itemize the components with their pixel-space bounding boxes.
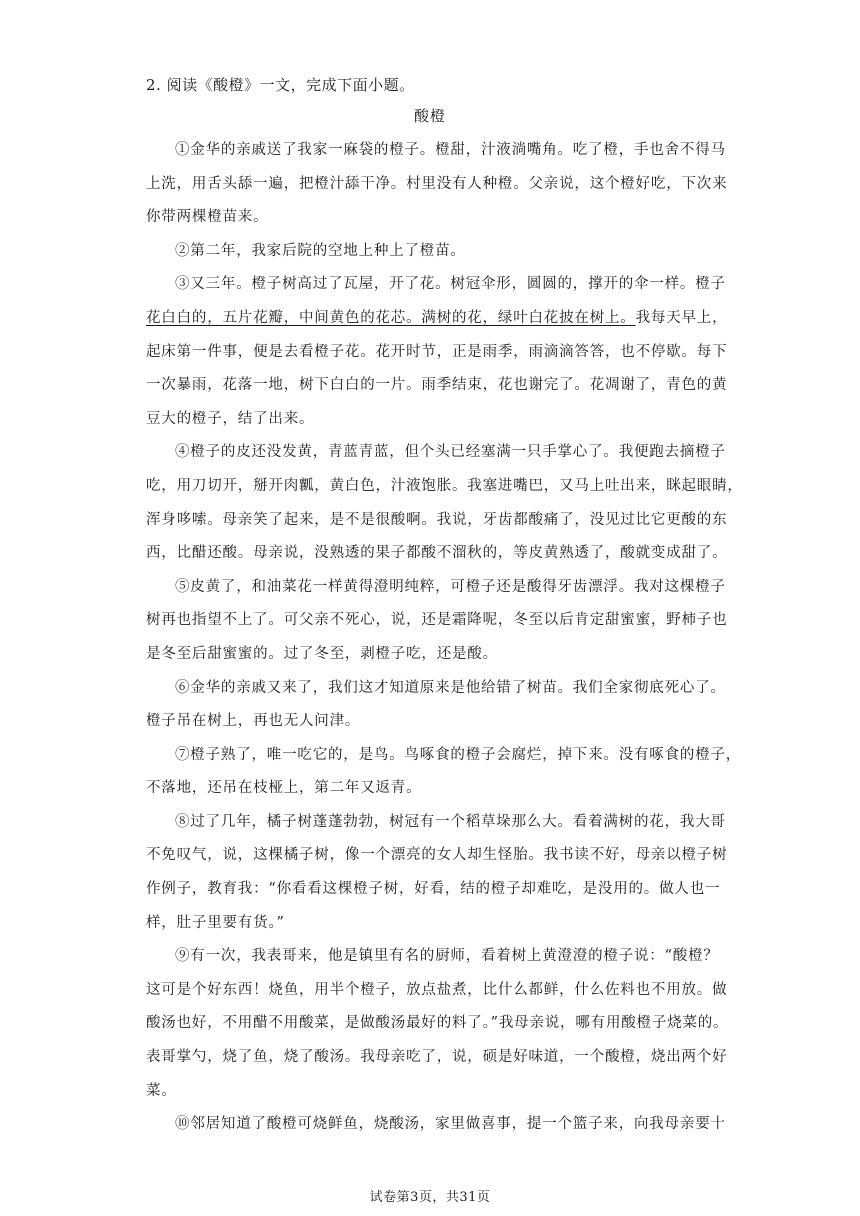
text-line: 浑身哆嗦。母亲笑了起来，是不是很酸啊。我说，牙齿都酸痛了，没见过比它更酸的东 bbox=[146, 511, 728, 528]
text-line: 树再也指望不上了。可父亲不死心，说，还是霜降呢，冬至以后肯定甜蜜蜜，野柿子也 bbox=[146, 612, 728, 629]
text-line: ⑨有一次，我表哥来，他是镇里有名的厨师，看着树上黄澄澄的橙子说：“酸橙？ bbox=[175, 948, 719, 965]
text-line: 豆大的橙子，结了出来。 bbox=[146, 410, 315, 427]
text-line: ⑤皮黄了，和油菜花一样黄得澄明纯粹，可橙子还是酸得牙齿漂浮。我对这棵橙子 bbox=[175, 578, 726, 595]
text-line-tail: 我每天早上， bbox=[635, 309, 728, 326]
paragraph-10 bbox=[146, 1108, 726, 1142]
text-line: 不免叹气，说，这棵橘子树，像一个漂亮的女人却生怪胎。我书读不好，母亲以橙子树 bbox=[146, 847, 728, 864]
text-line: ⑩邻居知道了酸橙可烧鲜鱼，烧酸汤，家里做喜事，提一个篮子来，向我母亲要十 bbox=[175, 1116, 726, 1133]
paragraph-6 bbox=[146, 672, 726, 739]
text-line: 不落地，还吊在枝桠上，第二年又返青。 bbox=[146, 780, 422, 797]
text-line: ③又三年。橙子树高过了瓦屋，开了花。树冠伞形，圆圆的，撑开的伞一样。橙子 bbox=[175, 276, 726, 293]
text-line: 作例子，教育我：“你看看这棵橙子树，好看，结的橙子却难吃，是没用的。做人也一 bbox=[146, 881, 721, 898]
paragraph-2 bbox=[146, 235, 716, 269]
text-line: 表哥掌勺，烧了鱼，烧了酸汤。我母亲吃了，说，硕是好味道，一个酸橙，烧出两个好 bbox=[146, 1049, 728, 1066]
paragraph-4 bbox=[146, 436, 743, 570]
paragraph-7 bbox=[146, 739, 742, 806]
passage-body bbox=[146, 134, 743, 1142]
paragraph-1 bbox=[146, 134, 728, 235]
paragraph-3 bbox=[146, 268, 728, 436]
text-line: ①金华的亲戚送了我家一麻袋的橙子。橙甜，汁液淌嘴角。吃了橙，手也舍不得马 bbox=[175, 142, 726, 158]
text-line: 这可是个好东西！烧鱼，用半个橙子，放点盐煮，比什么都鲜，什么佐料也不用放。做 bbox=[146, 981, 728, 998]
text-line: 是冬至后甜蜜蜜的。过了冬至，剥橙子吃，还是酸。 bbox=[146, 645, 498, 662]
passage-title: 酸橙 bbox=[413, 107, 446, 125]
text-line: 一次暴雨，花落一地，树下白白的一片。雨季结束，花也谢完了。花凋谢了，青色的黄 bbox=[146, 377, 728, 394]
text-line: 你带两棵橙苗来。 bbox=[146, 209, 269, 226]
text-line: 起床第一件事，便是去看橙子花。花开时节，正是雨季，雨滴滴答答，也不停歇。每下 bbox=[146, 343, 728, 360]
paragraph-5 bbox=[146, 571, 728, 672]
text-line: 菜。 bbox=[146, 1082, 177, 1099]
page-footer: 试卷第3页，共31页 bbox=[369, 1190, 491, 1205]
question-heading: 2. 阅读《酸橙》一文，完成下面小题。 bbox=[146, 76, 415, 94]
text-line: 样，肚子里要有货。” bbox=[146, 914, 285, 931]
text-line: 上洗，用舌头舔一遍，把橙汁舔干净。村里没有人种橙。父亲说，这个橙好吃，下次来 bbox=[146, 175, 728, 192]
paragraph-8 bbox=[146, 806, 728, 940]
text-line: 酸汤也好，不用醋不用酸菜，是做酸汤最好的料了。”我母亲说，哪有用酸橙子烧菜的。 bbox=[146, 1015, 729, 1032]
text-line bbox=[146, 302, 728, 336]
text-line: 橙子吊在树上，再也无人问津。 bbox=[146, 713, 361, 730]
text-line: 西，比醋还酸。母亲说，没熟透的果子都酸不溜秋的，等皮黄熟透了，酸就变成甜了。 bbox=[146, 545, 728, 562]
text-line: ②第二年，我家后院的空地上种上了橙苗。 bbox=[175, 242, 466, 259]
underlined-sentence: 花白白的，五片花瓣，中间黄色的花芯。满树的花，绿叶白花披在树上。 bbox=[146, 309, 636, 326]
text-line: ⑧过了几年，橘子树蓬蓬勃勃，树冠有一个稻草垛那么大。看着满树的花，我大哥 bbox=[175, 813, 726, 830]
text-line: ⑥金华的亲戚又来了，我们这才知道原来是他给错了树苗。我们全家彻底死心了。 bbox=[175, 679, 726, 696]
text-line: 吃，用刀切开，掰开肉瓤，黄白色，汁液饱胀。我塞进嘴巴，又马上吐出来，眯起眼睛， bbox=[146, 477, 743, 494]
text-line: ⑦橙子熟了，唯一吃它的，是鸟。鸟啄食的橙子会腐烂，掉下来。没有啄食的橙子， bbox=[175, 746, 742, 763]
paragraph-9 bbox=[146, 940, 729, 1108]
text-line: ④橙子的皮还没发黄，青蓝青蓝，但个头已经塞满一只手掌心了。我便跑去摘橙子 bbox=[175, 444, 726, 461]
